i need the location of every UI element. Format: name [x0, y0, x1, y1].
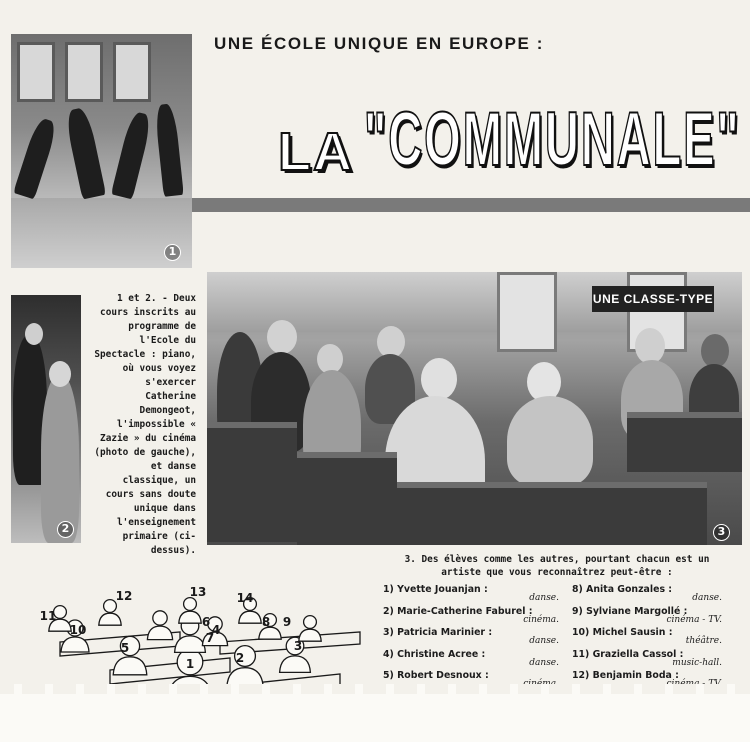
cast-entry: 9) Sylviane Margollé : cinéma - TV.: [572, 605, 722, 625]
cast-entry: 8) Anita Gonzales : danse.: [572, 584, 722, 603]
dancer: [64, 106, 106, 199]
sketch-number: 2: [235, 651, 245, 665]
torn-paper-edge: [0, 690, 750, 742]
window: [17, 42, 55, 102]
pupil-head: [421, 358, 457, 400]
sketch-pupil-body: [61, 637, 89, 652]
cast-entry: 12) Benjamin Boda :: [572, 670, 679, 681]
sketch-number: 5: [120, 641, 130, 655]
pupil-head: [635, 328, 665, 364]
sketch-pupil-body: [147, 626, 172, 640]
pupil-head: [701, 334, 729, 368]
sketch-pupil-head: [304, 616, 317, 629]
sketch-number: 11: [40, 609, 57, 623]
child-figure: [41, 375, 79, 543]
dancer: [111, 111, 153, 200]
sketch-number: 4: [211, 623, 221, 637]
photo-number: 3: [713, 524, 730, 541]
dancer: [13, 117, 59, 200]
sketch-pupil-head: [104, 600, 117, 613]
cast-entry: 4) Christine Acree : danse.: [383, 648, 559, 668]
desk: [627, 412, 742, 472]
window: [497, 272, 557, 352]
cast-entry: 10) Michel Sausin : théâtre.: [572, 627, 722, 646]
sketch-number: 14: [236, 591, 254, 605]
photo-classroom: [207, 272, 742, 545]
headline-rule: [192, 198, 750, 212]
window: [113, 42, 151, 102]
headline: [278, 96, 750, 196]
cast-entry: 11) Graziella Cassol : music-hall.: [572, 648, 722, 668]
caption-photos-1-2: 1 et 2. - Deux cours inscrits au programme de l'Ecole du Spectacle : piano, où vous voyez s'exercer Catherine Demongeot, l'impossible « Zazie » du cinéma (photo de gauche), et danse classique, un cours sans doute unique dans l'enseignement primaire (ci-dessus).: [94, 293, 196, 556]
photo-number: 1: [164, 244, 181, 261]
sketch-pupil-body: [175, 636, 206, 653]
dancer: [154, 103, 184, 197]
desk: [207, 422, 297, 542]
sketch-pupil-body: [179, 611, 201, 623]
cast-entry: 5) Robert Desnoux :: [383, 670, 489, 681]
sketch-number: 12: [115, 589, 133, 603]
sketch-number: 7: [205, 631, 215, 645]
headline-main: "COMMUNALE": [363, 97, 741, 182]
cast-entry: 2) Marie-Catherine Faburel : cinéma.: [383, 605, 559, 625]
sketch-number: 3: [293, 639, 303, 653]
photo-piano-lesson: [11, 295, 81, 543]
photo-number: 2: [57, 521, 74, 538]
cast-entry: 3) Patricia Marinier : danse.: [383, 627, 559, 646]
child-head: [49, 361, 71, 387]
badge-classe-type: UNE CLASSE-TYPE: [592, 286, 714, 312]
caption-photo-3: 3. Des élèves comme les autres, pourtant chacun est un artiste que vous reconnaîtrez peut-être :: [404, 554, 710, 578]
sketch-pupil-body: [239, 611, 261, 623]
sketch-number: 9: [282, 615, 292, 629]
desk: [297, 452, 397, 545]
sketch-pupil-head: [153, 611, 167, 625]
child-head: [25, 323, 43, 345]
pupil: [507, 396, 593, 486]
sketch-number: 10: [69, 623, 87, 637]
sketch-pupil-head: [184, 598, 197, 611]
sketch-number: 13: [189, 585, 207, 599]
sketch-number: 8: [261, 615, 271, 629]
window: [65, 42, 103, 102]
photo-dance-class: [11, 34, 192, 268]
headline-prefix: LA: [278, 122, 354, 182]
sketch-number: 6: [201, 615, 211, 629]
sketch-number: 1: [185, 657, 195, 671]
cast-entry: 1) Yvette Jouanjan : danse.: [383, 584, 559, 603]
sketch-pupil-body: [280, 656, 311, 673]
desk: [397, 482, 707, 545]
sketch-pupil-body: [99, 613, 121, 625]
sketch-pupil-body: [113, 657, 147, 675]
sketch-pupil-body: [259, 627, 281, 639]
pupil-head: [267, 320, 297, 354]
kicker-title: UNE ÉCOLE UNIQUE EN EUROPE :: [214, 34, 545, 53]
